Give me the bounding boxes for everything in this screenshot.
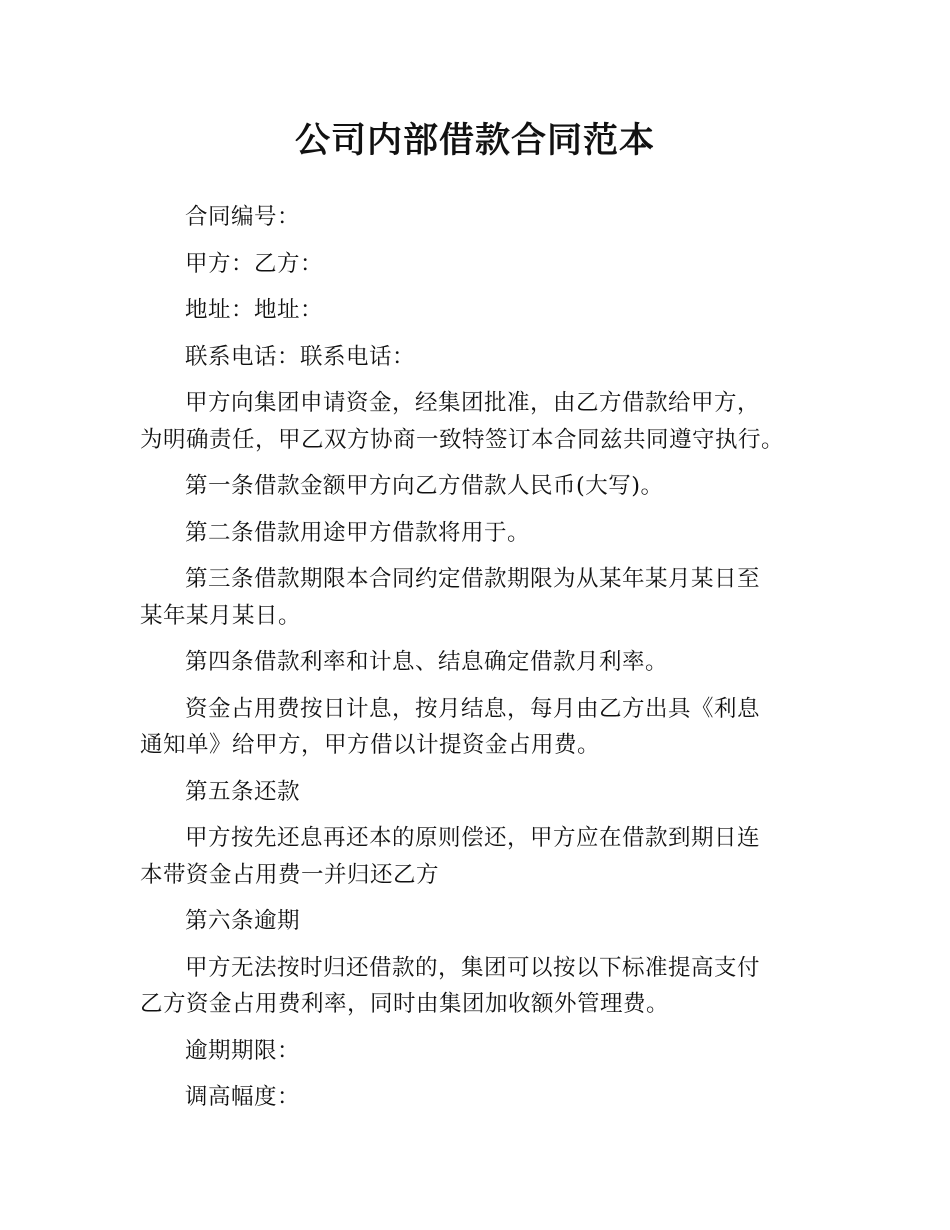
overdue-line-1: 甲方无法按时归还借款的，集团可以按以下标准提高支付 [185, 954, 761, 981]
parties-line: 甲方：乙方： [185, 250, 324, 277]
document-title: 公司内部借款合同范本 [294, 121, 655, 161]
intro-line-2: 为明确责任，甲乙双方协商一致特签订本合同兹共同遵守执行。 [140, 426, 785, 453]
overdue-line-2: 乙方资金占用费利率，同时由集团加收额外管理费。 [140, 991, 670, 1017]
article-4: 第四条借款利率和计息、结息确定借款月利率。 [185, 649, 669, 675]
phone-line: 联系电话：联系电话： [185, 343, 416, 370]
fee-line-2: 通知单》给甲方，甲方借以计提资金占用费。 [140, 732, 601, 758]
intro-line-1: 甲方向集团申请资金，经集团批准，由乙方借款给甲方， [185, 390, 761, 416]
article-1: 第一条借款金额甲方向乙方借款人民币(大写)。 [185, 473, 664, 499]
repay-line-2: 本带资金占用费一并归还乙方 [140, 861, 440, 888]
fee-paragraph [140, 691, 840, 764]
article-2: 第二条借款用途甲方借款将用于。 [185, 519, 531, 546]
repay-paragraph [140, 820, 840, 893]
fee-line-1: 资金占用费按日计息，按月结息，每月由乙方出具《利息 [185, 695, 761, 722]
overdue-term-line: 逾期期限： [185, 1037, 301, 1064]
document-body [140, 199, 840, 1126]
repay-line-1: 甲方按先还息再还本的原则偿还，甲方应在借款到期日连 [185, 825, 761, 851]
contract-number-line: 合同编号： [185, 204, 301, 230]
article-5: 第五条还款 [185, 778, 301, 805]
increase-line: 调高幅度： [185, 1084, 301, 1110]
article-6: 第六条逾期 [185, 908, 301, 934]
overdue-paragraph [140, 950, 840, 1023]
address-line: 地址：地址： [185, 297, 324, 323]
intro-paragraph [140, 385, 840, 458]
article-3-line-1: 第三条借款期限本合同约定借款期限为从某年某月某日至 [185, 566, 761, 592]
article-3-line-2: 某年某月某日。 [140, 602, 302, 629]
article-3 [140, 561, 840, 634]
